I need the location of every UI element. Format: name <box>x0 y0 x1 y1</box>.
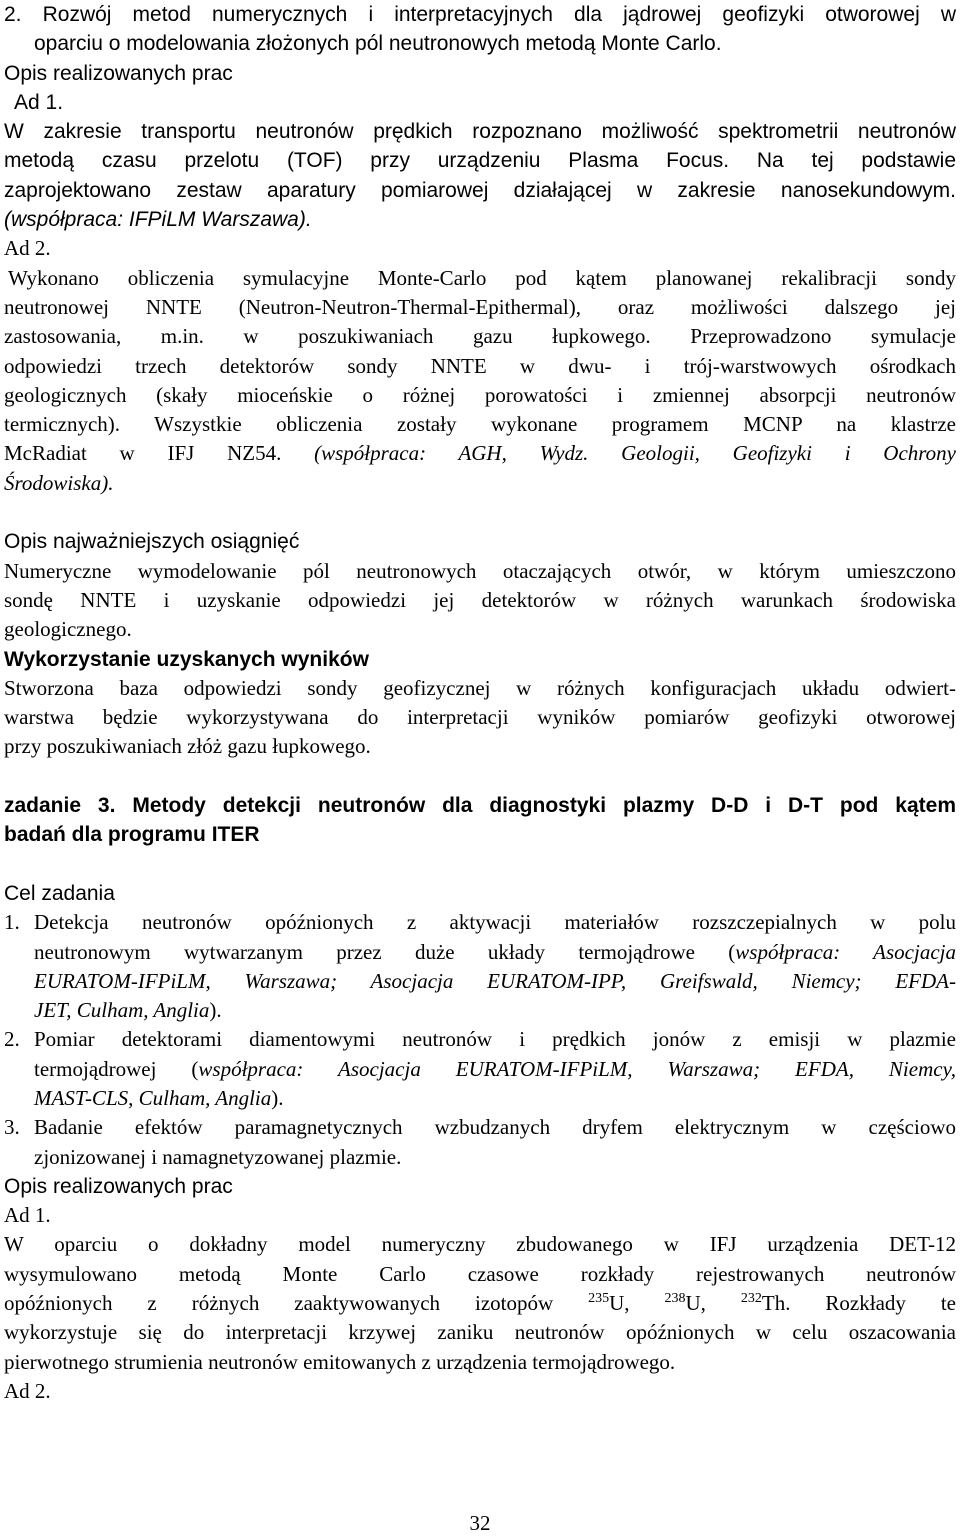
goal-heading: Cel zadania <box>4 881 115 905</box>
task-title-line: zadanie 3. Metody detekcji neutronów dla diagnostyki plazmy D-D i D-T pod kątem <box>4 794 956 818</box>
goal-number: 1. <box>4 910 20 935</box>
paragraph-line: Wykonano obliczenia symulacyjne Monte-Carlo pod kątem planowanej rekalibracji sondy <box>8 265 956 290</box>
paragraph-line: odpowiedzi trzech detektorów sondy NNTE w dwu- i trój-warstwowych ośrodkach <box>4 353 956 378</box>
paragraph-line: geologicznego. <box>4 617 132 642</box>
task-title-line: badań dla programu ITER <box>4 823 260 847</box>
cooperation-note: (współpraca: AGH, Wydz. Geologii, Geofizyki i Ochrony <box>314 441 956 466</box>
goal-line <box>34 1055 956 1084</box>
usage-heading: Wykorzystanie uzyskanych wyników <box>4 647 369 671</box>
paragraph-line: przy poszukiwaniach złóż gazu łupkowego. <box>4 734 371 759</box>
ad-label: Ad 1. <box>4 1203 51 1228</box>
isotope-symbol: U, <box>685 1291 741 1316</box>
paragraph-line: termicznych). Wszystkie obliczenia zostały wykonane programem MCNP na klastrze <box>4 412 956 437</box>
paragraph-line: Stworzona baza odpowiedzi sondy geofizycznej w różnych konfiguracjach układu odwiert- <box>4 675 956 700</box>
document-page <box>4 0 956 1406</box>
cooperation-note: JET, Culham, Anglia <box>34 998 210 1023</box>
paragraph-line: wysymulowano metodą Monte Carlo czasowe rozkłady rejestrowanych neutronów <box>4 1261 956 1286</box>
paragraph-line: metodą czasu przelotu (TOF) przy urządzeniu Plasma Focus. Na tej podstawie <box>4 149 956 173</box>
paragraph-line: W zakresie transportu neutronów prędkich rozpoznano możliwość spektrometrii neutronów <box>4 120 956 144</box>
goal-text: ). <box>209 998 222 1023</box>
goal-number: 3. <box>4 1115 20 1140</box>
cooperation-note: Środowiska). <box>4 470 114 495</box>
paragraph-text: opóźnionych z różnych zaaktywowanych izotopów <box>4 1291 589 1316</box>
section-heading-line: 2. Rozwój metod numerycznych i interpretacyjnych dla jądrowej geofizyki otworowej w <box>4 3 956 26</box>
goal-line: Pomiar detektorami diamentowymi neutronów i prędkich jonów z emisji w plazmie <box>34 1027 956 1052</box>
paragraph-line: W oparciu o dokładny model numeryczny zbudowanego w IFJ urządzenia DET-12 <box>4 1232 956 1257</box>
isotope-symbol: U, <box>609 1291 665 1316</box>
goal-line <box>34 938 956 967</box>
achievements-heading: Opis najważniejszych osiągnięć <box>4 530 300 554</box>
paragraph-line: warstwa będzie wykorzystywana do interpretacji wyników pomiarów geofizyki otworowej <box>4 705 956 730</box>
cooperation-note: współpraca: Asocjacja <box>735 939 956 964</box>
cooperation-note: współpraca: Asocjacja EURATOM-IFPiLM, Warszawa; EFDA, Niemcy, <box>198 1056 956 1081</box>
paragraph-line: zastosowania, m.in. w poszukiwaniach gazu łupkowego. Przeprowadzono symulacje <box>4 324 956 349</box>
isotope-mass: 235 <box>588 1291 610 1307</box>
isotope-mass: 238 <box>664 1291 686 1307</box>
goal-item <box>4 1025 956 1113</box>
goal-text: termojądrowej ( <box>34 1056 199 1081</box>
spacer <box>4 498 956 527</box>
paragraph-line: (współpraca: IFPiLM Warszawa). <box>4 208 312 232</box>
goal-text: neutronowym wytwarzanym przez duże układy termojądrowe ( <box>34 939 736 964</box>
goal-item <box>4 908 956 1025</box>
goal-number: 2. <box>4 1027 20 1052</box>
paragraph-line: wykorzystuje się do interpretacji krzywej zaniku neutronów opóźnionych w celu oszacowania <box>4 1320 956 1345</box>
paragraph-line: neutronowej NNTE (Neutron-Neutron-Thermal-Epithermal), oraz możliwości dalszego jej <box>4 294 956 319</box>
cooperation-note: EURATOM-IFPiLM, Warszawa; Asocjacja EURATOM-IPP, Greifswald, Niemcy; EFDA- <box>34 968 956 993</box>
goal-line: zjonizowanej i namagnetyzowanej plazmie. <box>34 1144 402 1169</box>
goal-item <box>4 1113 956 1172</box>
works-subheading: Opis realizowanych prac <box>4 61 233 85</box>
ad-label: Ad 2. <box>4 236 51 261</box>
ad-label: Ad 1. <box>14 90 64 114</box>
goal-line <box>34 1084 956 1113</box>
paragraph-line: sondę NNTE i uzyskanie odpowiedzi jej detektorów w różnych warunkach środowiska <box>4 587 956 612</box>
paragraph-line: zaprojektowano zestaw aparatury pomiarowej działającej w zakresie nanosekundowym. <box>4 178 956 202</box>
section-heading-line: oparciu o modelowania złożonych pól neutronowych metodą Monte Carlo. <box>34 32 722 56</box>
ad-label: Ad 2. <box>4 1378 51 1403</box>
isotope-symbol: Th. Rozkłady te <box>761 1291 956 1316</box>
goal-line: Detekcja neutronów opóźnionych z aktywacji materiałów rozszczepialnych w polu <box>34 910 956 935</box>
goal-line: Badanie efektów paramagnetycznych wzbudzanych dryfem elektrycznym w częściowo <box>34 1115 956 1140</box>
page-number: 32 <box>469 1511 491 1535</box>
works-subheading: Opis realizowanych prac <box>4 1174 233 1198</box>
cooperation-note: MAST-CLS, Culham, Anglia <box>34 1085 272 1110</box>
goal-line <box>34 996 956 1025</box>
paragraph-line <box>4 1289 956 1318</box>
paragraph-line: Numeryczne wymodelowanie pól neutronowych otaczających otwór, w którym umieszczono <box>4 558 956 583</box>
spacer <box>4 850 956 879</box>
goal-text: ). <box>271 1085 284 1110</box>
spacer <box>4 762 956 791</box>
paragraph-line: pierwotnego strumienia neutronów emitowanych z urządzenia termojądrowego. <box>4 1349 676 1374</box>
paragraph-line: geologicznych (skały mioceńskie o różnej porowatości i zmiennej absorpcji neutronów <box>4 382 956 407</box>
paragraph-text: McRadiat w IFJ NZ54. <box>4 441 315 466</box>
isotope-mass: 232 <box>740 1291 762 1307</box>
paragraph-line <box>4 439 956 468</box>
